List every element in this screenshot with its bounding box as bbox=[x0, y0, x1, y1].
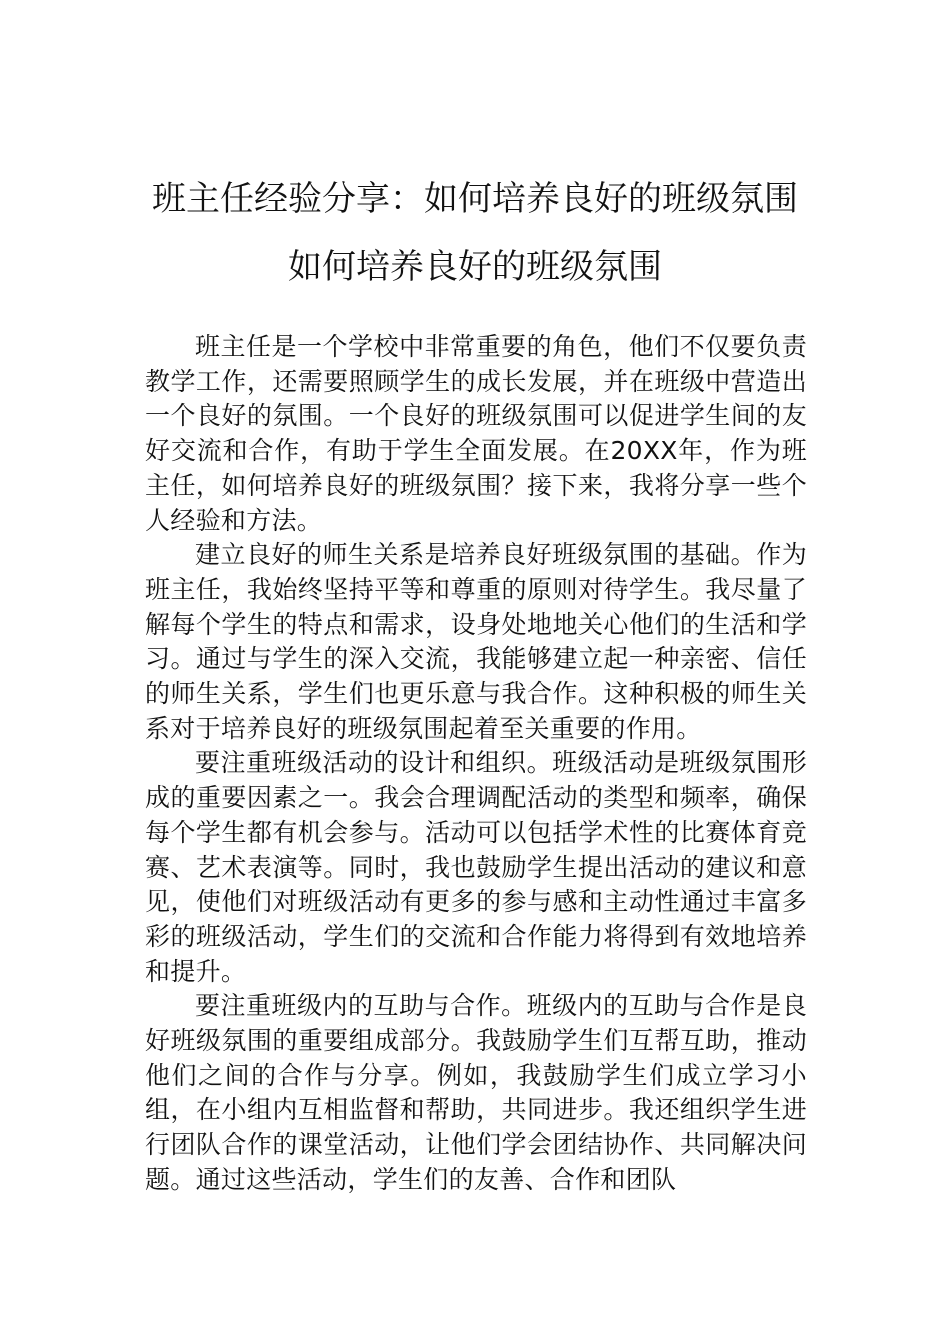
document-body bbox=[145, 330, 807, 1198]
paragraph-2: 建立良好的师生关系是培养良好班级氛围的基础。作为班主任，我始终坚持平等和尊重的原则对待学生。我尽量了解每个学生的特点和需求，设身处地地关心他们的生活和学习。通过与学生的深入交流，我能够建立起一种亲密、信任的师生关系，学生们也更乐意与我合作。这种积极的师生关系对于培养良好的班级氛围起着至关重要的作用。 bbox=[145, 540, 807, 743]
paragraph-4: 要注重班级内的互助与合作。班级内的互助与合作是良好班级氛围的重要组成部分。我鼓励学生们互帮互助，推动他们之间的合作与分享。例如，我鼓励学生们成立学习小组，在小组内互相监督和帮助，共同进步。我还组织学生进行团队合作的课堂活动，让他们学会团结协作、共同解决问题。通过这些活动，学生们的友善、合作和团队 bbox=[145, 991, 807, 1194]
paragraph-3: 要注重班级活动的设计和组织。班级活动是班级氛围形成的重要因素之一。我会合理调配活动的类型和频率，确保每个学生都有机会参与。活动可以包括学术性的比赛体育竞赛、艺术表演等。同时，我也鼓励学生提出活动的建议和意见，使他们对班级活动有更多的参与感和主动性通过丰富多彩的班级活动，学生们的交流和合作能力将得到有效地培养和提升。 bbox=[145, 748, 807, 986]
document-title: 班主任经验分享：如何培养良好的班级氛围如何培养良好的班级氛围 bbox=[152, 179, 798, 287]
paragraph-1: 班主任是一个学校中非常重要的角色，他们不仅要负责教学工作，还需要照顾学生的成长发展，并在班级中营造出一个良好的氛围。一个良好的班级氛围可以促进学生间的友好交流和合作，有助于学生全面发展。在20XX年，作为班主任，如何培养良好的班级氛围？接下来，我将分享一些个人经验和方法。 bbox=[145, 332, 807, 535]
